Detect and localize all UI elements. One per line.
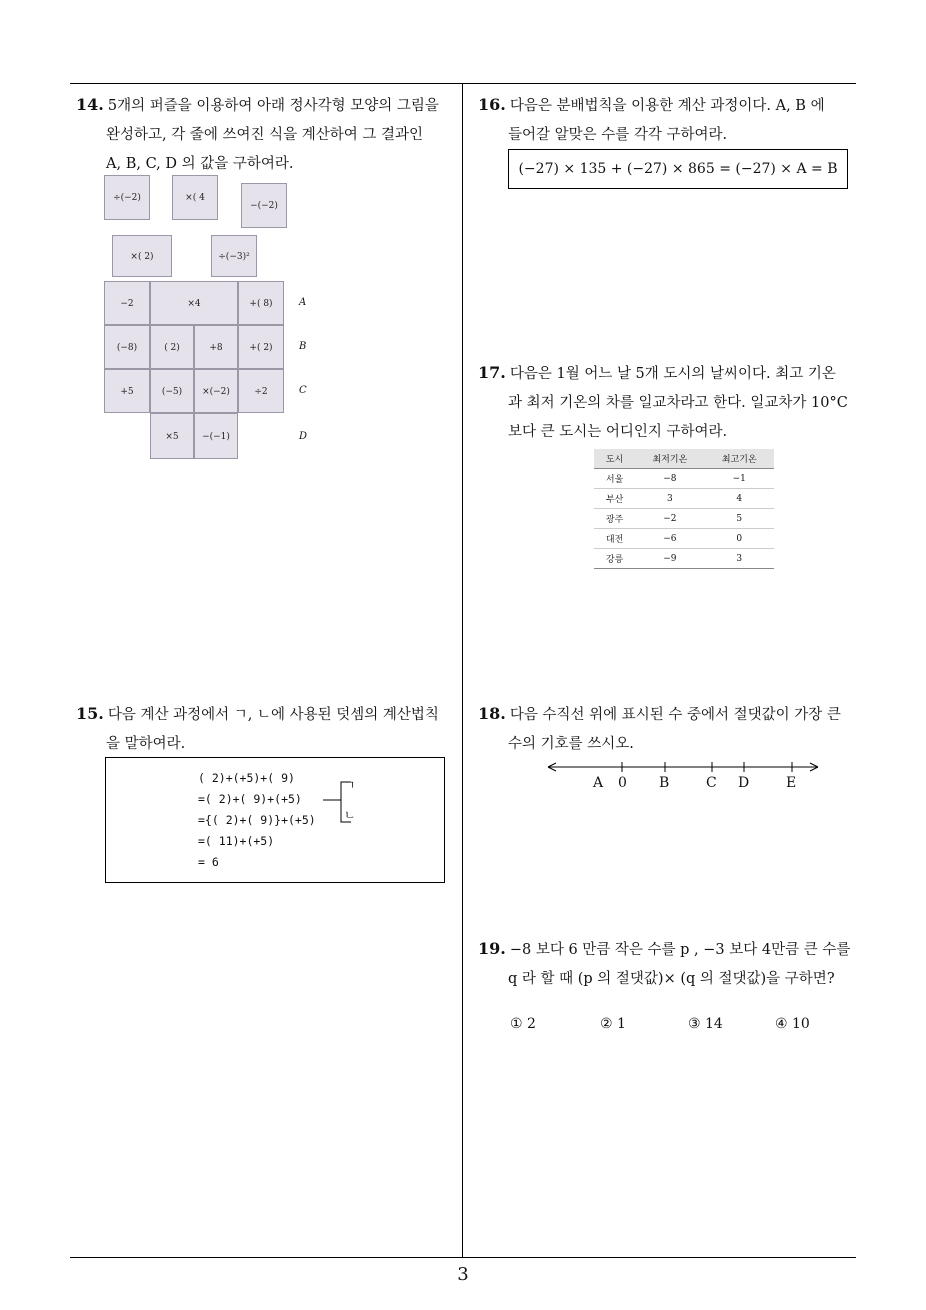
puzzle-grid-cell: +( 8) (238, 281, 284, 325)
puzzle-grid-cell: ×5 (150, 413, 194, 459)
question-text: 수의 기호를 쓰시오. (508, 736, 634, 752)
row-label-a: A (299, 297, 307, 308)
puzzle-grid-cell: −(−1) (194, 413, 238, 459)
puzzle-piece: −(−2) (241, 183, 287, 228)
question-text: 5개의 퍼즐을 이용하여 아래 정사각형 모양의 그림을 (107, 98, 439, 114)
calculation-box (105, 757, 445, 883)
row-label-d: D (299, 431, 308, 442)
choice-1[interactable]: ① 2 (510, 1016, 536, 1032)
question-text: 보다 큰 도시는 어디인지 구하여라. (508, 424, 728, 440)
puzzle-grid-cell: +( 2) (238, 325, 284, 369)
table-cell: −1 (705, 469, 774, 489)
question-number: 14. (76, 95, 104, 114)
table-cell: −2 (635, 509, 704, 529)
question-text: 다음은 분배법칙을 이용한 계산 과정이다. A, B 에 (509, 98, 825, 114)
calc-step: =( 11)+(+5) (198, 834, 275, 848)
mark-nieun: ㄴ (344, 808, 356, 822)
point-d: D (738, 775, 750, 791)
question-text: 다음은 1월 어느 날 5개 도시의 날씨이다. 최고 기온 (509, 366, 836, 382)
question-18 (478, 699, 862, 759)
table-row (594, 489, 774, 509)
table-row (594, 529, 774, 549)
point-b: B (659, 775, 670, 791)
puzzle-piece: ×( 4 (172, 175, 218, 220)
table-cell: 4 (705, 489, 774, 509)
number-line-axis (542, 757, 824, 777)
question-number: 18. (478, 704, 506, 723)
puzzle-piece: ÷(−2) (104, 175, 150, 220)
table-cell: 광주 (594, 509, 635, 529)
table-header: 최저기온 (635, 449, 704, 469)
question-text: q 라 할 때 (p 의 절댓값)× (q 의 절댓값)을 구하면? (508, 971, 835, 987)
table-header: 도시 (594, 449, 635, 469)
table-header: 최고기온 (705, 449, 774, 469)
question-text: 과 최저 기온의 차를 일교차라고 한다. 일교차가 10°C (508, 395, 848, 411)
table-row (594, 509, 774, 529)
puzzle-piece: ÷(−3)² (211, 235, 257, 277)
table-row (594, 549, 774, 569)
question-14 (76, 90, 460, 179)
puzzle-grid-cell: +8 (194, 325, 238, 369)
table-cell: 대전 (594, 529, 635, 549)
calc-step: ( 2)+(+5)+( 9) (198, 771, 295, 785)
point-zero: 0 (618, 775, 627, 791)
table-cell: −8 (635, 469, 704, 489)
puzzle-grid-cell: (−8) (104, 325, 150, 369)
question-text: 을 말하여라. (106, 736, 186, 752)
table-cell: 부산 (594, 489, 635, 509)
puzzle-grid-cell: ( 2) (150, 325, 194, 369)
table-cell: 3 (635, 489, 704, 509)
puzzle-piece: ×( 2) (112, 235, 172, 277)
table-cell: −9 (635, 549, 704, 569)
table-cell: 서울 (594, 469, 635, 489)
question-number: 19. (478, 939, 506, 958)
point-e: E (786, 775, 797, 791)
bottom-rule (70, 1257, 856, 1258)
question-text: −8 보다 6 만큼 작은 수를 p , −3 보다 4만큼 큰 수를 (509, 942, 851, 958)
choice-3[interactable]: ③ 14 (688, 1016, 723, 1032)
puzzle-grid-cell: ×4 (150, 281, 238, 325)
choice-4[interactable]: ④ 10 (775, 1016, 810, 1032)
number-line (542, 757, 824, 797)
mark-giyeok: ㄱ (344, 778, 356, 792)
table-cell: 5 (705, 509, 774, 529)
question-16 (478, 90, 862, 150)
point-c: C (706, 775, 717, 791)
row-label-b: B (299, 341, 307, 352)
puzzle-grid-cell: −2 (104, 281, 150, 325)
calc-step: =( 2)+( 9)+(+5) (198, 792, 302, 806)
question-15 (76, 699, 460, 759)
question-text: 완성하고, 각 줄에 쓰여진 식을 계산하여 그 결과인 (106, 127, 424, 143)
question-text: 다음 수직선 위에 표시된 수 중에서 절댓값이 가장 큰 (509, 707, 841, 723)
question-text: 들어갈 알맞은 수를 각각 구하여라. (508, 127, 728, 143)
choice-2[interactable]: ② 1 (600, 1016, 626, 1032)
calculation-steps (198, 768, 316, 873)
puzzle-grid-cell: ×(−2) (194, 369, 238, 413)
question-number: 16. (478, 95, 506, 114)
puzzle-grid-cell: (−5) (150, 369, 194, 413)
question-number: 17. (478, 363, 506, 382)
puzzle-figure (104, 175, 324, 465)
table-cell: 3 (705, 549, 774, 569)
row-label-c: C (299, 385, 307, 396)
puzzle-grid-cell: +5 (104, 369, 150, 413)
page-number: 3 (457, 1264, 469, 1285)
question-text: 다음 계산 과정에서 ㄱ, ㄴ에 사용된 덧셈의 계산법칙 (107, 707, 439, 723)
top-rule (70, 83, 856, 84)
table-cell: −6 (635, 529, 704, 549)
point-a: A (593, 775, 604, 791)
weather-table (594, 449, 774, 569)
question-text: A, B, C, D 의 값을 구하여라. (106, 156, 294, 172)
calc-step: ={( 2)+( 9)}+(+5) (198, 813, 316, 827)
table-cell: 0 (705, 529, 774, 549)
column-divider (462, 83, 463, 1257)
formula-box: (−27) × 135 + (−27) × 865 = (−27) × A = B (508, 149, 848, 189)
question-number: 15. (76, 704, 104, 723)
calc-step: = 6 (198, 855, 219, 869)
question-19 (478, 934, 862, 994)
table-cell: 강릉 (594, 549, 635, 569)
table-row (594, 469, 774, 489)
puzzle-grid-cell: ÷2 (238, 369, 284, 413)
question-17 (478, 358, 862, 447)
